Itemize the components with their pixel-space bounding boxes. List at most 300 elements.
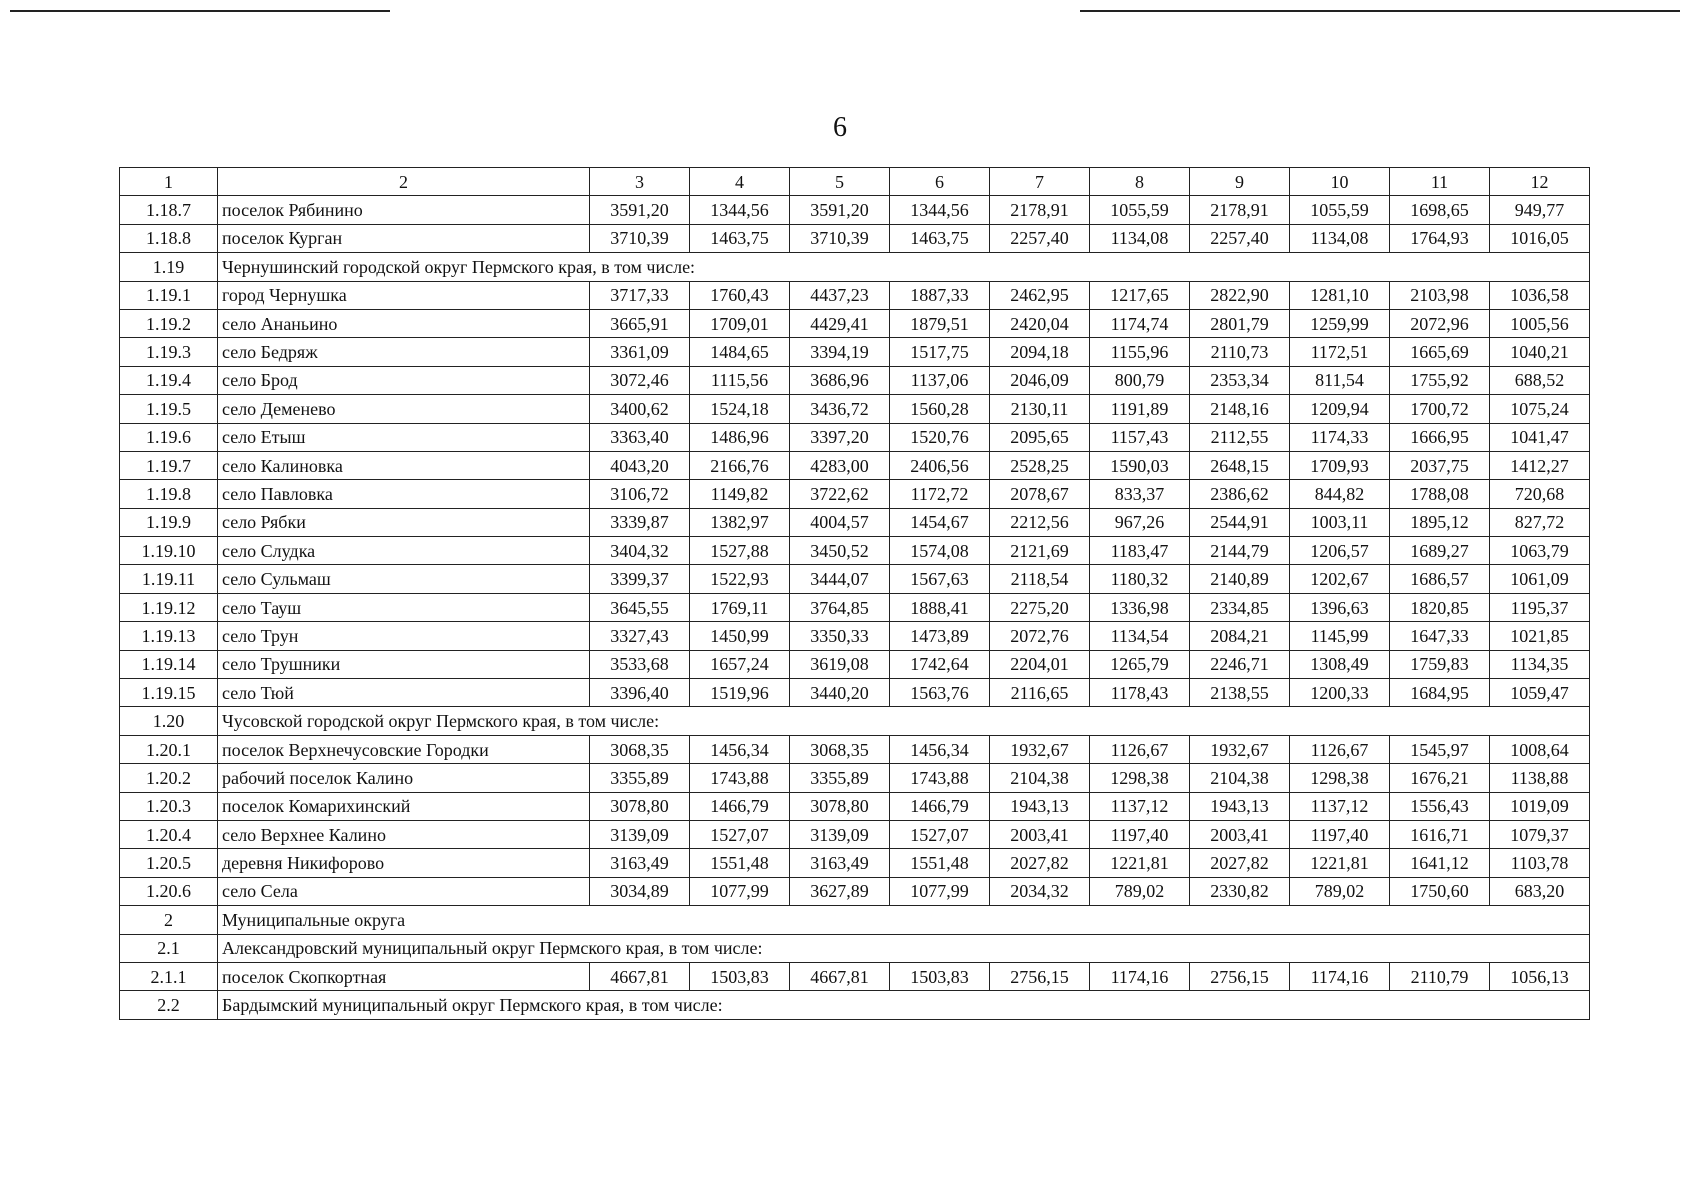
value-cell-col-11: 2037,75 xyxy=(1390,451,1490,479)
value-cell-col-12: 1134,35 xyxy=(1490,650,1590,678)
row-code: 1.20.1 xyxy=(120,735,218,763)
value-cell-col-6: 1879,51 xyxy=(890,309,990,337)
value-cell-col-3: 3034,89 xyxy=(590,877,690,905)
scan-border-right xyxy=(1080,10,1680,12)
value-cell-col-10: 1200,33 xyxy=(1290,679,1390,707)
row-code: 1.20.5 xyxy=(120,849,218,877)
settlement-name: село Трун xyxy=(218,622,590,650)
row-code: 1.20.4 xyxy=(120,820,218,848)
value-cell-col-9: 2027,82 xyxy=(1190,849,1290,877)
table-row xyxy=(120,224,1590,252)
value-cell-col-4: 1463,75 xyxy=(690,224,790,252)
value-cell-col-5: 3068,35 xyxy=(790,735,890,763)
value-cell-col-6: 1466,79 xyxy=(890,792,990,820)
value-cell-col-11: 1759,83 xyxy=(1390,650,1490,678)
value-cell-col-11: 1689,27 xyxy=(1390,537,1490,565)
value-cell-col-6: 1463,75 xyxy=(890,224,990,252)
value-cell-col-12: 1079,37 xyxy=(1490,820,1590,848)
section-row xyxy=(120,707,1590,735)
value-cell-col-11: 1684,95 xyxy=(1390,679,1490,707)
column-number-12: 12 xyxy=(1490,168,1590,196)
section-title: Чернушинский городской округ Пермского края, в том числе: xyxy=(218,253,1590,281)
value-cell-col-3: 3106,72 xyxy=(590,480,690,508)
value-cell-col-9: 2246,71 xyxy=(1190,650,1290,678)
row-code: 1.18.8 xyxy=(120,224,218,252)
value-cell-col-4: 1527,88 xyxy=(690,537,790,565)
value-cell-col-8: 1134,54 xyxy=(1090,622,1190,650)
value-cell-col-3: 3339,87 xyxy=(590,508,690,536)
value-cell-col-7: 1932,67 xyxy=(990,735,1090,763)
table-row xyxy=(120,309,1590,337)
value-cell-col-9: 2138,55 xyxy=(1190,679,1290,707)
value-cell-col-5: 4004,57 xyxy=(790,508,890,536)
value-cell-col-11: 1788,08 xyxy=(1390,480,1490,508)
table-row xyxy=(120,537,1590,565)
value-cell-col-6: 1574,08 xyxy=(890,537,990,565)
value-cell-col-7: 2212,56 xyxy=(990,508,1090,536)
value-cell-col-12: 1412,27 xyxy=(1490,451,1590,479)
value-cell-col-3: 3400,62 xyxy=(590,395,690,423)
value-cell-col-5: 3355,89 xyxy=(790,764,890,792)
value-cell-col-9: 2144,79 xyxy=(1190,537,1290,565)
value-cell-col-5: 3764,85 xyxy=(790,593,890,621)
value-cell-col-6: 1560,28 xyxy=(890,395,990,423)
section-title: Александровский муниципальный округ Пермского края, в том числе: xyxy=(218,934,1590,962)
value-cell-col-11: 1820,85 xyxy=(1390,593,1490,621)
value-cell-col-8: 967,26 xyxy=(1090,508,1190,536)
value-cell-col-8: 1180,32 xyxy=(1090,565,1190,593)
value-cell-col-7: 2046,09 xyxy=(990,366,1090,394)
value-cell-col-7: 2116,65 xyxy=(990,679,1090,707)
value-cell-col-6: 1743,88 xyxy=(890,764,990,792)
column-number-9: 9 xyxy=(1190,168,1290,196)
value-cell-col-12: 1061,09 xyxy=(1490,565,1590,593)
value-cell-col-12: 1103,78 xyxy=(1490,849,1590,877)
settlement-name: село Села xyxy=(218,877,590,905)
settlement-name: село Слудка xyxy=(218,537,590,565)
value-cell-col-10: 1209,94 xyxy=(1290,395,1390,423)
value-cell-col-4: 1743,88 xyxy=(690,764,790,792)
value-cell-col-5: 3444,07 xyxy=(790,565,890,593)
value-cell-col-9: 1943,13 xyxy=(1190,792,1290,820)
value-cell-col-4: 1456,34 xyxy=(690,735,790,763)
row-code: 1.19 xyxy=(120,253,218,281)
settlement-name: село Деменево xyxy=(218,395,590,423)
value-cell-col-7: 2462,95 xyxy=(990,281,1090,309)
value-cell-col-7: 2178,91 xyxy=(990,196,1090,224)
settlement-name: село Калиновка xyxy=(218,451,590,479)
table-row xyxy=(120,480,1590,508)
value-cell-col-5: 3139,09 xyxy=(790,820,890,848)
value-cell-col-11: 1698,65 xyxy=(1390,196,1490,224)
value-cell-col-11: 1666,95 xyxy=(1390,423,1490,451)
value-cell-col-7: 2130,11 xyxy=(990,395,1090,423)
settlement-name: поселок Рябинино xyxy=(218,196,590,224)
value-cell-col-4: 1524,18 xyxy=(690,395,790,423)
value-cell-col-6: 1473,89 xyxy=(890,622,990,650)
settlement-name: село Тюй xyxy=(218,679,590,707)
settlement-name: село Ананьино xyxy=(218,309,590,337)
row-code: 2.1 xyxy=(120,934,218,962)
value-cell-col-12: 1008,64 xyxy=(1490,735,1590,763)
value-cell-col-7: 2003,41 xyxy=(990,820,1090,848)
value-cell-col-9: 2353,34 xyxy=(1190,366,1290,394)
value-cell-col-8: 1217,65 xyxy=(1090,281,1190,309)
value-cell-col-4: 1657,24 xyxy=(690,650,790,678)
value-cell-col-9: 2112,55 xyxy=(1190,423,1290,451)
row-code: 1.19.15 xyxy=(120,679,218,707)
value-cell-col-6: 1527,07 xyxy=(890,820,990,848)
value-cell-col-5: 3350,33 xyxy=(790,622,890,650)
value-cell-col-6: 1456,34 xyxy=(890,735,990,763)
value-cell-col-3: 3396,40 xyxy=(590,679,690,707)
value-cell-col-3: 3645,55 xyxy=(590,593,690,621)
value-cell-col-10: 1003,11 xyxy=(1290,508,1390,536)
value-cell-col-4: 1484,65 xyxy=(690,338,790,366)
value-cell-col-8: 1134,08 xyxy=(1090,224,1190,252)
row-code: 1.19.13 xyxy=(120,622,218,650)
column-number-7: 7 xyxy=(990,168,1090,196)
value-cell-col-12: 1075,24 xyxy=(1490,395,1590,423)
value-cell-col-10: 1174,16 xyxy=(1290,962,1390,990)
value-cell-col-6: 1077,99 xyxy=(890,877,990,905)
value-cell-col-9: 2822,90 xyxy=(1190,281,1290,309)
value-cell-col-11: 1700,72 xyxy=(1390,395,1490,423)
value-cell-col-10: 1134,08 xyxy=(1290,224,1390,252)
value-cell-col-4: 1344,56 xyxy=(690,196,790,224)
table-row xyxy=(120,281,1590,309)
table-row xyxy=(120,792,1590,820)
value-cell-col-10: 1126,67 xyxy=(1290,735,1390,763)
value-cell-col-4: 1527,07 xyxy=(690,820,790,848)
value-cell-col-3: 3399,37 xyxy=(590,565,690,593)
table-row xyxy=(120,508,1590,536)
value-cell-col-7: 2072,76 xyxy=(990,622,1090,650)
value-cell-col-6: 2406,56 xyxy=(890,451,990,479)
value-cell-col-5: 3619,08 xyxy=(790,650,890,678)
value-cell-col-5: 3163,49 xyxy=(790,849,890,877)
value-cell-col-10: 811,54 xyxy=(1290,366,1390,394)
scan-border-left xyxy=(10,10,390,12)
value-cell-col-5: 4283,00 xyxy=(790,451,890,479)
table-row xyxy=(120,820,1590,848)
value-cell-col-11: 2103,98 xyxy=(1390,281,1490,309)
value-cell-col-11: 1895,12 xyxy=(1390,508,1490,536)
value-cell-col-7: 2528,25 xyxy=(990,451,1090,479)
value-cell-col-3: 4043,20 xyxy=(590,451,690,479)
settlement-name: село Тауш xyxy=(218,593,590,621)
value-cell-col-7: 2027,82 xyxy=(990,849,1090,877)
value-cell-col-11: 1665,69 xyxy=(1390,338,1490,366)
row-code: 1.19.10 xyxy=(120,537,218,565)
value-cell-col-12: 1138,88 xyxy=(1490,764,1590,792)
value-cell-col-11: 1764,93 xyxy=(1390,224,1490,252)
table-row xyxy=(120,735,1590,763)
value-cell-col-10: 1145,99 xyxy=(1290,622,1390,650)
table-row xyxy=(120,849,1590,877)
value-cell-col-11: 1676,21 xyxy=(1390,764,1490,792)
value-cell-col-9: 2178,91 xyxy=(1190,196,1290,224)
value-cell-col-7: 2275,20 xyxy=(990,593,1090,621)
value-cell-col-6: 1520,76 xyxy=(890,423,990,451)
value-cell-col-12: 949,77 xyxy=(1490,196,1590,224)
section-row xyxy=(120,991,1590,1019)
value-cell-col-8: 1183,47 xyxy=(1090,537,1190,565)
table-row xyxy=(120,366,1590,394)
value-cell-col-7: 2420,04 xyxy=(990,309,1090,337)
table-header-row xyxy=(120,168,1590,196)
settlement-name: поселок Верхнечусовские Городки xyxy=(218,735,590,763)
value-cell-col-6: 1503,83 xyxy=(890,962,990,990)
value-cell-col-10: 844,82 xyxy=(1290,480,1390,508)
value-cell-col-4: 1551,48 xyxy=(690,849,790,877)
value-cell-col-8: 1055,59 xyxy=(1090,196,1190,224)
settlement-name: поселок Курган xyxy=(218,224,590,252)
value-cell-col-7: 2104,38 xyxy=(990,764,1090,792)
value-cell-col-8: 800,79 xyxy=(1090,366,1190,394)
value-cell-col-5: 3436,72 xyxy=(790,395,890,423)
settlement-name: село Павловка xyxy=(218,480,590,508)
value-cell-col-4: 2166,76 xyxy=(690,451,790,479)
value-cell-col-10: 1298,38 xyxy=(1290,764,1390,792)
column-number-6: 6 xyxy=(890,168,990,196)
value-cell-col-11: 2110,79 xyxy=(1390,962,1490,990)
value-cell-col-11: 1616,71 xyxy=(1390,820,1490,848)
row-code: 1.20 xyxy=(120,707,218,735)
value-cell-col-8: 1126,67 xyxy=(1090,735,1190,763)
value-cell-col-5: 3394,19 xyxy=(790,338,890,366)
value-cell-col-6: 1137,06 xyxy=(890,366,990,394)
value-cell-col-7: 2121,69 xyxy=(990,537,1090,565)
page-number: 6 xyxy=(833,112,847,143)
row-code: 1.19.6 xyxy=(120,423,218,451)
value-cell-col-7: 2204,01 xyxy=(990,650,1090,678)
value-cell-col-3: 3363,40 xyxy=(590,423,690,451)
value-cell-col-12: 1019,09 xyxy=(1490,792,1590,820)
value-cell-col-8: 1191,89 xyxy=(1090,395,1190,423)
value-cell-col-9: 2544,91 xyxy=(1190,508,1290,536)
settlement-name: село Бедряж xyxy=(218,338,590,366)
value-cell-col-10: 1202,67 xyxy=(1290,565,1390,593)
value-cell-col-12: 1005,56 xyxy=(1490,309,1590,337)
value-cell-col-7: 2034,32 xyxy=(990,877,1090,905)
row-code: 1.20.2 xyxy=(120,764,218,792)
section-title: Чусовской городской округ Пермского края, в том числе: xyxy=(218,707,1590,735)
value-cell-col-10: 1259,99 xyxy=(1290,309,1390,337)
value-cell-col-10: 1396,63 xyxy=(1290,593,1390,621)
value-cell-col-6: 1172,72 xyxy=(890,480,990,508)
settlement-name: село Верхнее Калино xyxy=(218,820,590,848)
row-code: 2.2 xyxy=(120,991,218,1019)
value-cell-col-5: 3397,20 xyxy=(790,423,890,451)
value-cell-col-10: 1055,59 xyxy=(1290,196,1390,224)
value-cell-col-9: 1932,67 xyxy=(1190,735,1290,763)
table-row xyxy=(120,565,1590,593)
settlement-name: село Рябки xyxy=(218,508,590,536)
row-code: 1.19.4 xyxy=(120,366,218,394)
value-cell-col-4: 1466,79 xyxy=(690,792,790,820)
row-code: 1.19.11 xyxy=(120,565,218,593)
value-cell-col-3: 3591,20 xyxy=(590,196,690,224)
section-title: Бардымский муниципальный округ Пермского края, в том числе: xyxy=(218,991,1590,1019)
value-cell-col-7: 2095,65 xyxy=(990,423,1090,451)
value-cell-col-6: 1454,67 xyxy=(890,508,990,536)
value-cell-col-4: 1382,97 xyxy=(690,508,790,536)
value-cell-col-7: 2257,40 xyxy=(990,224,1090,252)
value-cell-col-10: 1308,49 xyxy=(1290,650,1390,678)
row-code: 1.19.7 xyxy=(120,451,218,479)
value-cell-col-3: 3163,49 xyxy=(590,849,690,877)
value-cell-col-9: 2084,21 xyxy=(1190,622,1290,650)
value-cell-col-8: 1174,16 xyxy=(1090,962,1190,990)
value-cell-col-9: 2110,73 xyxy=(1190,338,1290,366)
value-cell-col-11: 1545,97 xyxy=(1390,735,1490,763)
value-cell-col-10: 1137,12 xyxy=(1290,792,1390,820)
column-number-10: 10 xyxy=(1290,168,1390,196)
row-code: 1.19.5 xyxy=(120,395,218,423)
value-cell-col-9: 2334,85 xyxy=(1190,593,1290,621)
value-cell-col-3: 3533,68 xyxy=(590,650,690,678)
column-number-3: 3 xyxy=(590,168,690,196)
value-cell-col-3: 3327,43 xyxy=(590,622,690,650)
value-cell-col-3: 3355,89 xyxy=(590,764,690,792)
value-cell-col-9: 2148,16 xyxy=(1190,395,1290,423)
value-cell-col-5: 3710,39 xyxy=(790,224,890,252)
value-cell-col-4: 1486,96 xyxy=(690,423,790,451)
value-cell-col-10: 1174,33 xyxy=(1290,423,1390,451)
value-cell-col-7: 2756,15 xyxy=(990,962,1090,990)
value-cell-col-11: 1641,12 xyxy=(1390,849,1490,877)
value-cell-col-10: 1709,93 xyxy=(1290,451,1390,479)
value-cell-col-7: 2094,18 xyxy=(990,338,1090,366)
value-cell-col-4: 1519,96 xyxy=(690,679,790,707)
row-code: 1.19.3 xyxy=(120,338,218,366)
value-cell-col-4: 1149,82 xyxy=(690,480,790,508)
value-cell-col-10: 1197,40 xyxy=(1290,820,1390,848)
value-cell-col-5: 3627,89 xyxy=(790,877,890,905)
value-cell-col-12: 720,68 xyxy=(1490,480,1590,508)
value-cell-col-8: 1178,43 xyxy=(1090,679,1190,707)
value-cell-col-5: 3686,96 xyxy=(790,366,890,394)
value-cell-col-12: 1041,47 xyxy=(1490,423,1590,451)
value-cell-col-8: 789,02 xyxy=(1090,877,1190,905)
value-cell-col-12: 1040,21 xyxy=(1490,338,1590,366)
value-cell-col-11: 1755,92 xyxy=(1390,366,1490,394)
value-cell-col-7: 2118,54 xyxy=(990,565,1090,593)
settlement-name: село Трушники xyxy=(218,650,590,678)
value-cell-col-4: 1760,43 xyxy=(690,281,790,309)
value-cell-col-3: 3361,09 xyxy=(590,338,690,366)
value-cell-col-7: 1943,13 xyxy=(990,792,1090,820)
value-cell-col-9: 2801,79 xyxy=(1190,309,1290,337)
settlement-name: поселок Комарихинский xyxy=(218,792,590,820)
value-cell-col-12: 1195,37 xyxy=(1490,593,1590,621)
row-code: 2.1.1 xyxy=(120,962,218,990)
table-body xyxy=(120,168,1590,1020)
value-cell-col-12: 1056,13 xyxy=(1490,962,1590,990)
row-code: 1.19.2 xyxy=(120,309,218,337)
settlement-name: деревня Никифорово xyxy=(218,849,590,877)
table-row xyxy=(120,451,1590,479)
value-cell-col-6: 1888,41 xyxy=(890,593,990,621)
value-cell-col-5: 3078,80 xyxy=(790,792,890,820)
table-row xyxy=(120,877,1590,905)
table-row xyxy=(120,593,1590,621)
value-cell-col-11: 1750,60 xyxy=(1390,877,1490,905)
value-cell-col-9: 2386,62 xyxy=(1190,480,1290,508)
value-cell-col-10: 1221,81 xyxy=(1290,849,1390,877)
row-code: 2 xyxy=(120,906,218,934)
value-cell-col-6: 1563,76 xyxy=(890,679,990,707)
value-cell-col-5: 4667,81 xyxy=(790,962,890,990)
value-cell-col-4: 1709,01 xyxy=(690,309,790,337)
settlement-name: поселок Скопкортная xyxy=(218,962,590,990)
value-cell-col-12: 1063,79 xyxy=(1490,537,1590,565)
section-row xyxy=(120,934,1590,962)
table-row xyxy=(120,650,1590,678)
table-row xyxy=(120,679,1590,707)
table-row xyxy=(120,338,1590,366)
column-number-2: 2 xyxy=(218,168,590,196)
value-cell-col-8: 1197,40 xyxy=(1090,820,1190,848)
value-cell-col-12: 1059,47 xyxy=(1490,679,1590,707)
value-cell-col-8: 1221,81 xyxy=(1090,849,1190,877)
value-cell-col-7: 2078,67 xyxy=(990,480,1090,508)
value-cell-col-6: 1551,48 xyxy=(890,849,990,877)
value-cell-col-4: 1450,99 xyxy=(690,622,790,650)
value-cell-col-3: 3717,33 xyxy=(590,281,690,309)
value-cell-col-6: 1344,56 xyxy=(890,196,990,224)
value-cell-col-11: 1647,33 xyxy=(1390,622,1490,650)
value-cell-col-3: 3078,80 xyxy=(590,792,690,820)
value-cell-col-8: 1137,12 xyxy=(1090,792,1190,820)
value-cell-col-6: 1887,33 xyxy=(890,281,990,309)
value-cell-col-12: 1036,58 xyxy=(1490,281,1590,309)
tariff-table xyxy=(119,167,1590,1020)
section-row xyxy=(120,253,1590,281)
value-cell-col-8: 1155,96 xyxy=(1090,338,1190,366)
table-row xyxy=(120,622,1590,650)
value-cell-col-8: 1298,38 xyxy=(1090,764,1190,792)
value-cell-col-9: 2140,89 xyxy=(1190,565,1290,593)
value-cell-col-8: 833,37 xyxy=(1090,480,1190,508)
value-cell-col-5: 3440,20 xyxy=(790,679,890,707)
column-number-4: 4 xyxy=(690,168,790,196)
value-cell-col-4: 1769,11 xyxy=(690,593,790,621)
value-cell-col-4: 1503,83 xyxy=(690,962,790,990)
value-cell-col-10: 1172,51 xyxy=(1290,338,1390,366)
value-cell-col-9: 2330,82 xyxy=(1190,877,1290,905)
row-code: 1.19.8 xyxy=(120,480,218,508)
value-cell-col-4: 1077,99 xyxy=(690,877,790,905)
row-code: 1.18.7 xyxy=(120,196,218,224)
value-cell-col-3: 3072,46 xyxy=(590,366,690,394)
row-code: 1.19.1 xyxy=(120,281,218,309)
column-number-11: 11 xyxy=(1390,168,1490,196)
value-cell-col-8: 1174,74 xyxy=(1090,309,1190,337)
value-cell-col-8: 1336,98 xyxy=(1090,593,1190,621)
value-cell-col-4: 1522,93 xyxy=(690,565,790,593)
column-number-1: 1 xyxy=(120,168,218,196)
value-cell-col-9: 2257,40 xyxy=(1190,224,1290,252)
value-cell-col-3: 4667,81 xyxy=(590,962,690,990)
section-title: Муниципальные округа xyxy=(218,906,1590,934)
value-cell-col-5: 4437,23 xyxy=(790,281,890,309)
value-cell-col-11: 1556,43 xyxy=(1390,792,1490,820)
value-cell-col-11: 1686,57 xyxy=(1390,565,1490,593)
value-cell-col-8: 1157,43 xyxy=(1090,423,1190,451)
value-cell-col-12: 688,52 xyxy=(1490,366,1590,394)
